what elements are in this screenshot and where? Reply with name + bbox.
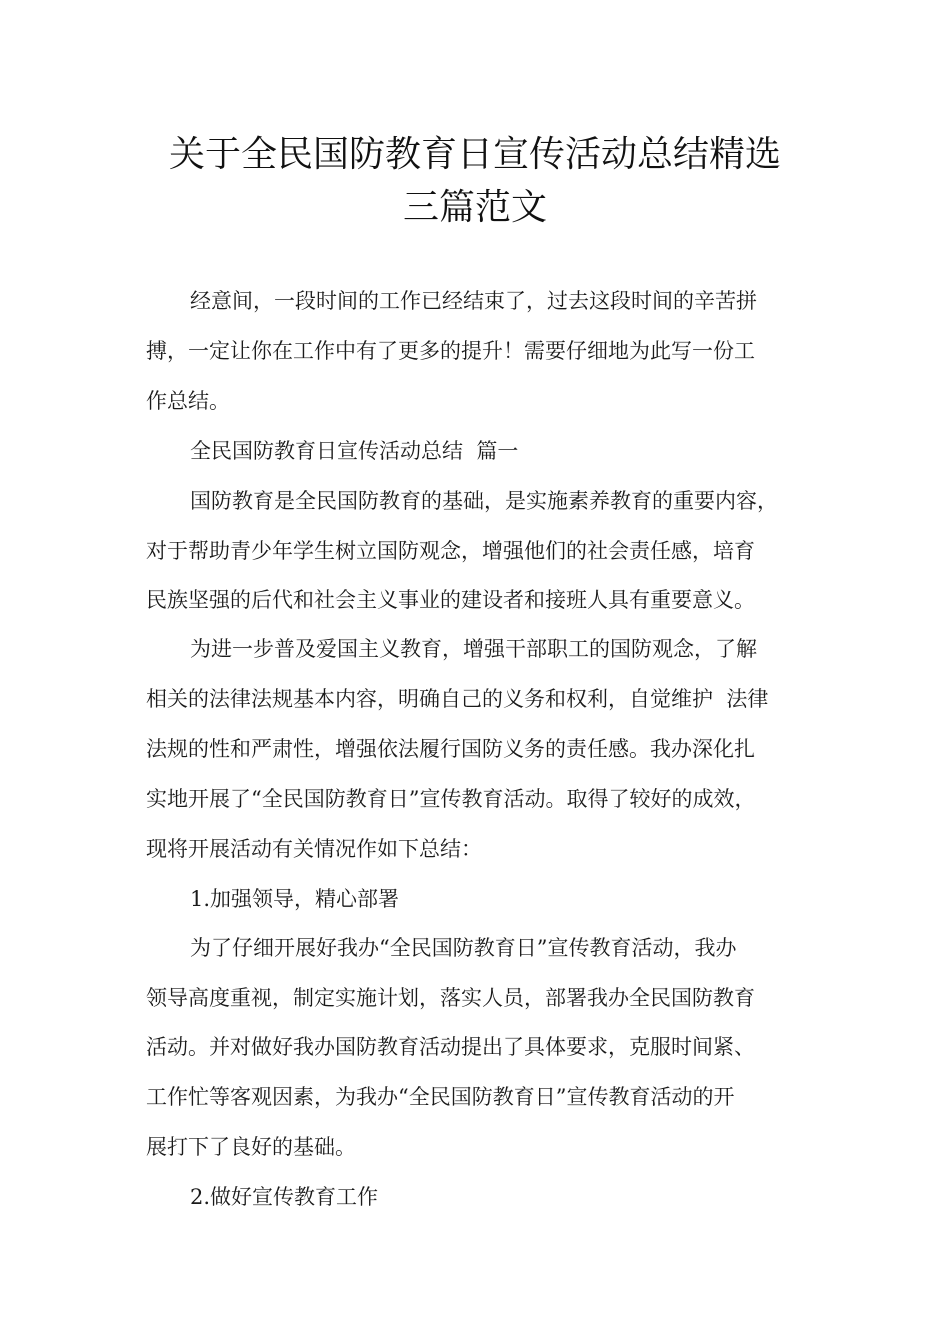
document-title-line-1: 关于全民国防教育日宣传活动总结精选 [168, 134, 781, 175]
paragraph-3-line-1: 为进一步普及爱国主义教育，增强干部职工的国防观念，了解 [190, 637, 757, 661]
numbered-heading-1: 1.加强领导，精心部署 [190, 887, 400, 911]
paragraph-3-line-3: 法规的性和严肃性，增强依法履行国防义务的责任感。我办深化扎 [146, 737, 755, 761]
paragraph-intro-line-2: 搏，一定让你在工作中有了更多的提升！需要仔细地为此写一份工 [146, 339, 755, 363]
paragraph-4-line-5: 展打下了良好的基础。 [146, 1135, 356, 1159]
paragraph-2-line-2: 对于帮助青少年学生树立国防观念，增强他们的社会责任感，培育 [146, 539, 755, 563]
paragraph-intro-line-1: 经意间，一段时间的工作已经结束了，过去这段时间的辛苦拼 [190, 289, 757, 313]
paragraph-4-line-2: 领导高度重视，制定实施计划，落实人员，部署我办全民国防教育 [146, 986, 755, 1010]
paragraph-2-line-1: 国防教育是全民国防教育的基础，是实施素养教育的重要内容， [190, 489, 778, 513]
paragraph-3-line-5: 现将开展活动有关情况作如下总结： [146, 837, 482, 861]
paragraph-3-line-4: 实地开展了“全民国防教育日”宣传教育活动。取得了较好的成效， [146, 787, 756, 811]
document-title-line-2: 三篇范文 [402, 187, 547, 228]
paragraph-4-line-1: 为了仔细开展好我办“全民国防教育日”宣传教育活动，我办 [190, 936, 737, 960]
numbered-heading-2: 2.做好宣传教育工作 [190, 1185, 379, 1209]
paragraph-intro-line-3: 作总结。 [146, 389, 230, 413]
paragraph-2-line-3: 民族坚强的后代和社会主义事业的建设者和接班人具有重要意义。 [146, 588, 755, 612]
paragraph-4-line-4: 工作忙等客观因素，为我办“全民国防教育日”宣传教育活动的开 [146, 1085, 735, 1109]
paragraph-3-line-2: 相关的法律法规基本内容，明确自己的义务和权利，自觉维护 法律 [146, 687, 769, 711]
paragraph-4-line-3: 活动。并对做好我办国防教育活动提出了具体要求，克服时间紧、 [146, 1035, 755, 1059]
section-heading-part-1: 全民国防教育日宣传活动总结 篇一 [190, 439, 519, 463]
